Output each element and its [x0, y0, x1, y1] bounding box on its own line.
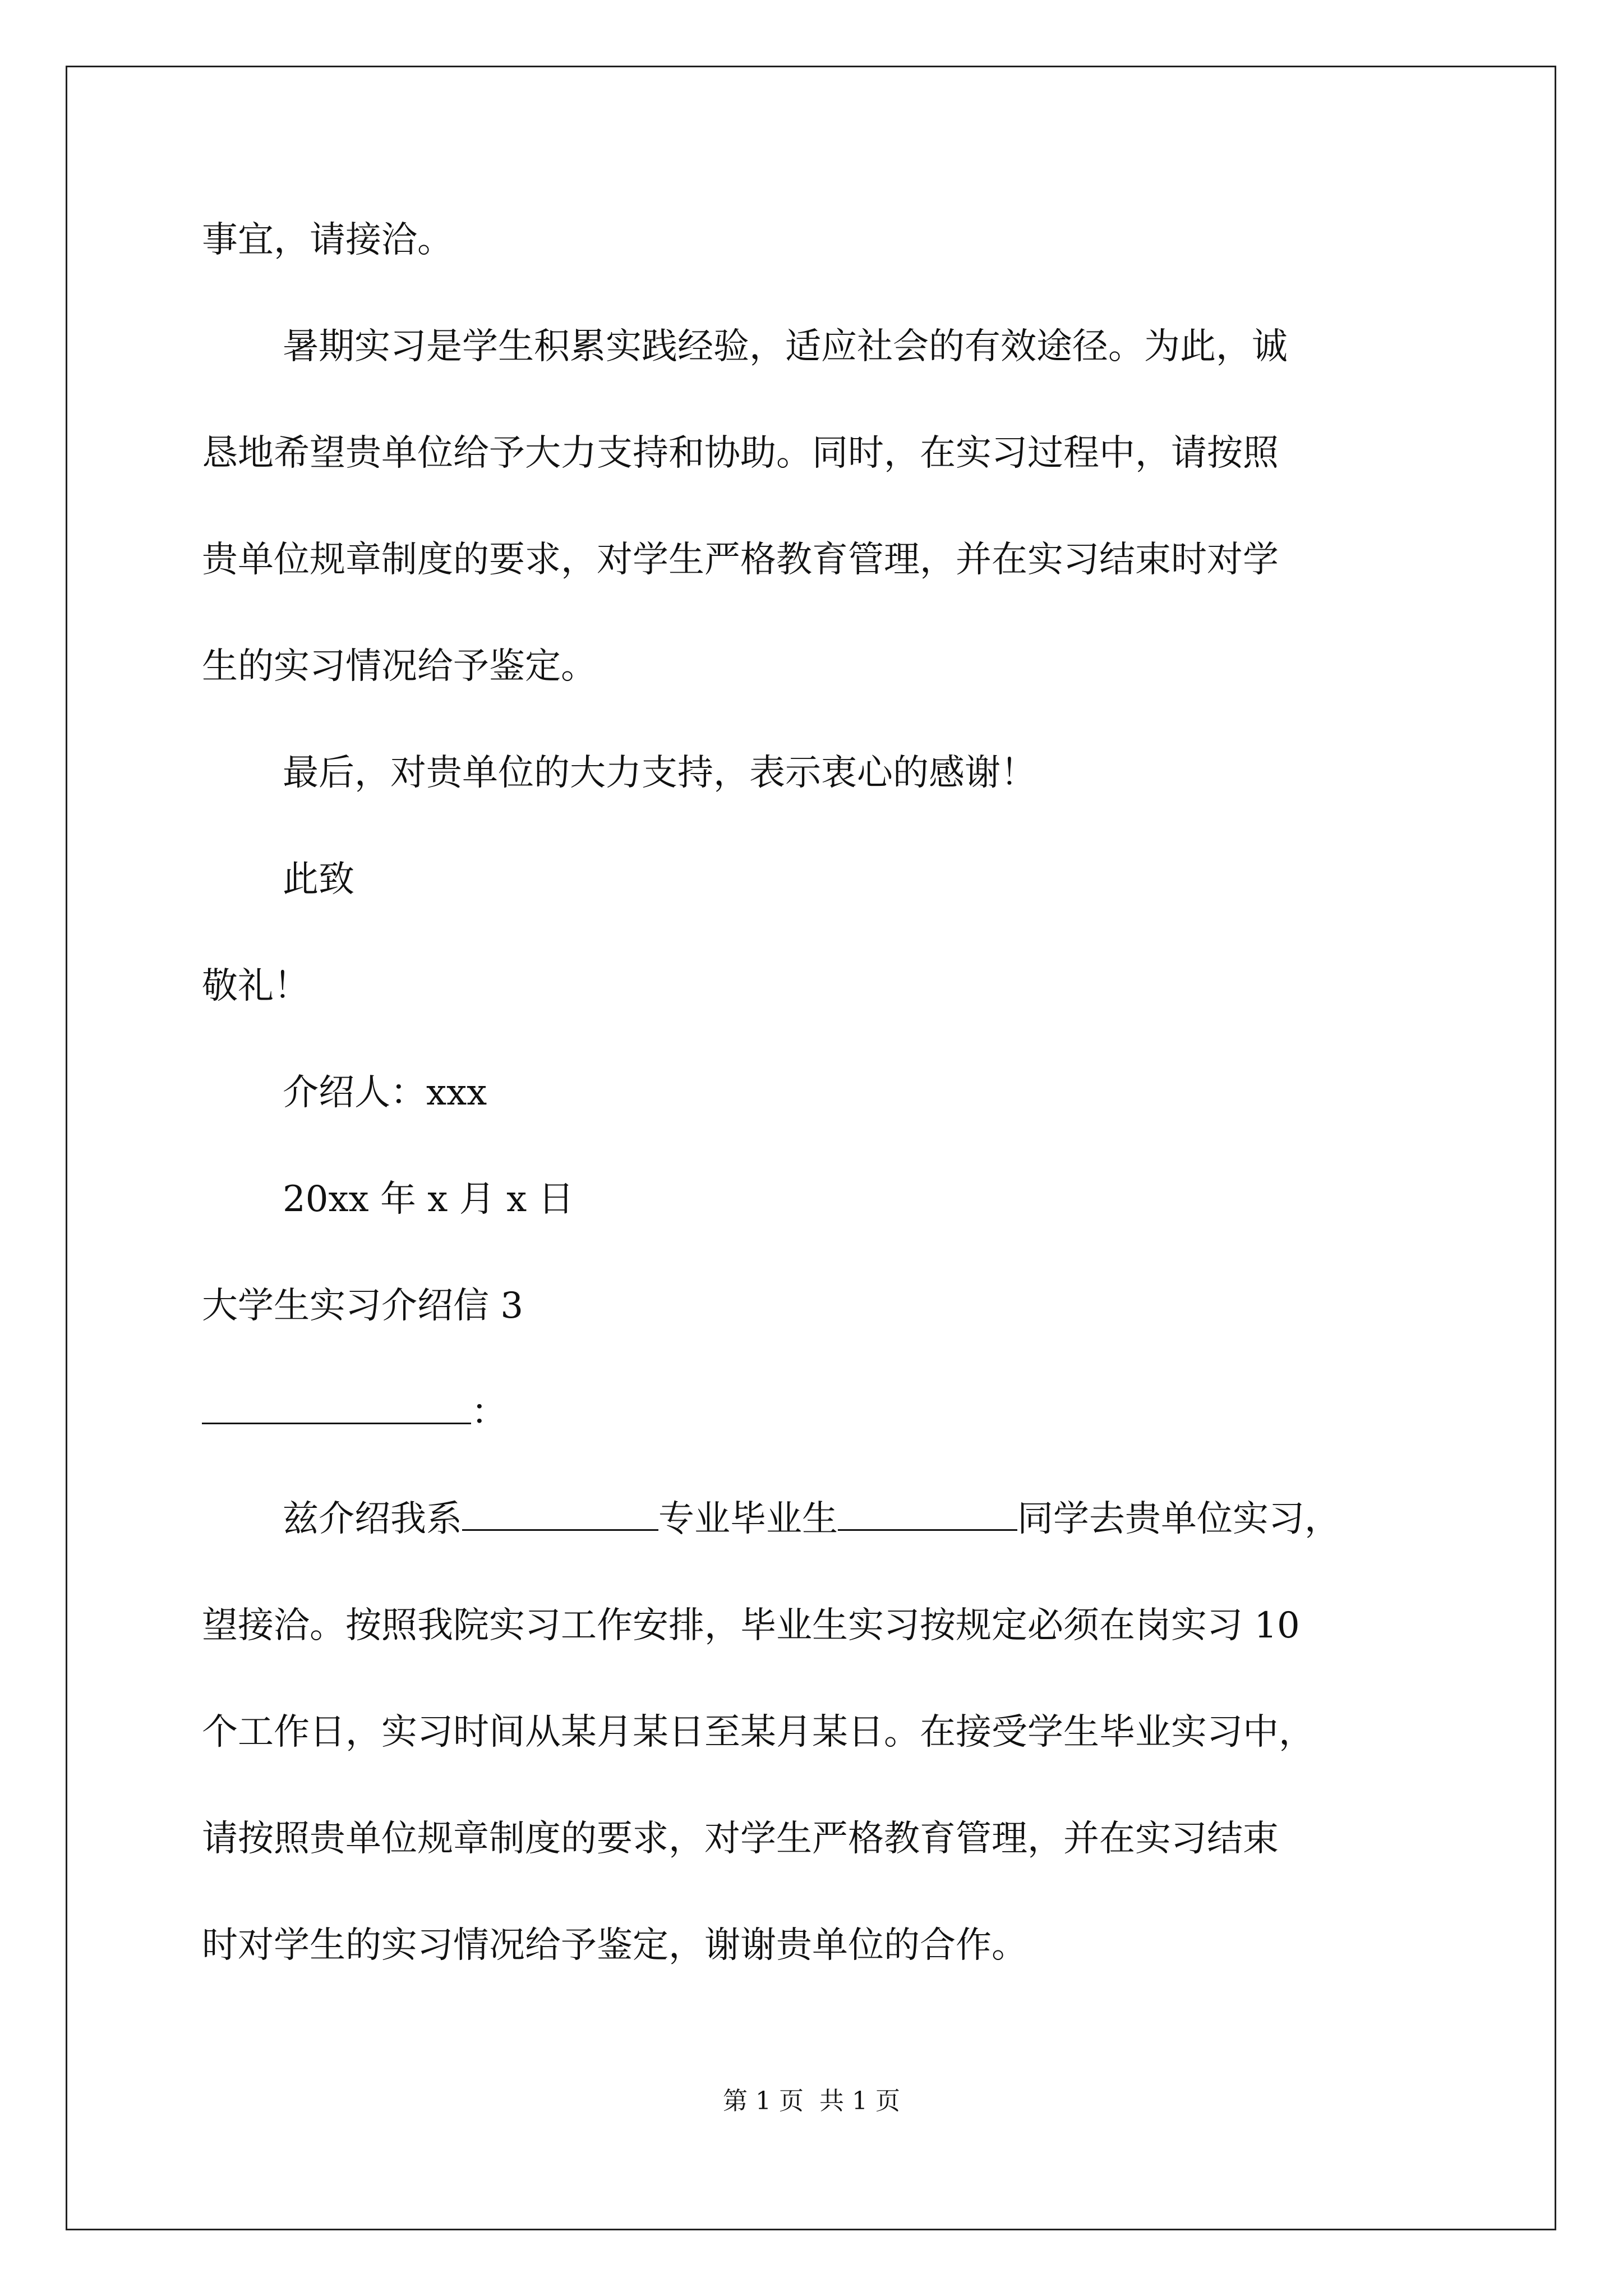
paragraph-text: 同学去贵单位实习，: [1017, 1498, 1340, 1540]
salutation: 此致: [283, 859, 354, 900]
paragraph-text: 兹介绍我系: [283, 1498, 462, 1540]
paragraph-line: 贵单位规章制度的要求，对学生严格教育管理，并在实习结束时对学: [202, 539, 1279, 581]
paragraph-line: 个工作日，实习时间从某月某日至某月某日。在接受学生毕业实习中，: [202, 1711, 1315, 1753]
paragraph-line: 望接洽。按照我院实习工作安排，毕业生实习按规定必须在岗实习 10: [202, 1605, 1300, 1646]
regards: 敬礼！: [202, 965, 310, 1007]
section-title: 大学生实习介绍信 3: [202, 1285, 524, 1327]
paragraph-line: [283, 1492, 1340, 1546]
paragraph-line: 恳地希望贵单位给予大力支持和协助。同时，在实习过程中，请按照: [202, 432, 1279, 474]
paragraph-line: 最后，对贵单位的大力支持，表示衷心的感谢！: [283, 752, 1036, 794]
paragraph-line: 暑期实习是学生积累实践经验，适应社会的有效途径。为此，诚: [283, 326, 1288, 367]
page-border: [66, 66, 1556, 2230]
addressee-line: [202, 1386, 507, 1439]
page-number: 第 1 页: [723, 2087, 804, 2115]
paragraph-line: 生的实习情况给予鉴定。: [202, 646, 597, 687]
page-footer: [0, 2085, 1623, 2118]
student-name-blank: [838, 1494, 1017, 1531]
introducer: 介绍人：xxx: [283, 1072, 487, 1114]
paragraph-line: 请按照贵单位规章制度的要求，对学生严格教育管理，并在实习结束: [202, 1818, 1279, 1860]
paragraph-line: 事宜，请接洽。: [202, 219, 453, 261]
paragraph-text: 专业毕业生: [658, 1498, 838, 1540]
paragraph-line: 时对学生的实习情况给予鉴定，谢谢贵单位的合作。: [202, 1925, 1027, 1966]
letter-date: 20xx 年 x 月 x 日: [283, 1179, 574, 1220]
addressee-blank: [202, 1388, 471, 1424]
addressee-colon: ：: [471, 1392, 507, 1433]
major-blank: [462, 1494, 658, 1531]
page-total: 共 1 页: [819, 2087, 900, 2115]
